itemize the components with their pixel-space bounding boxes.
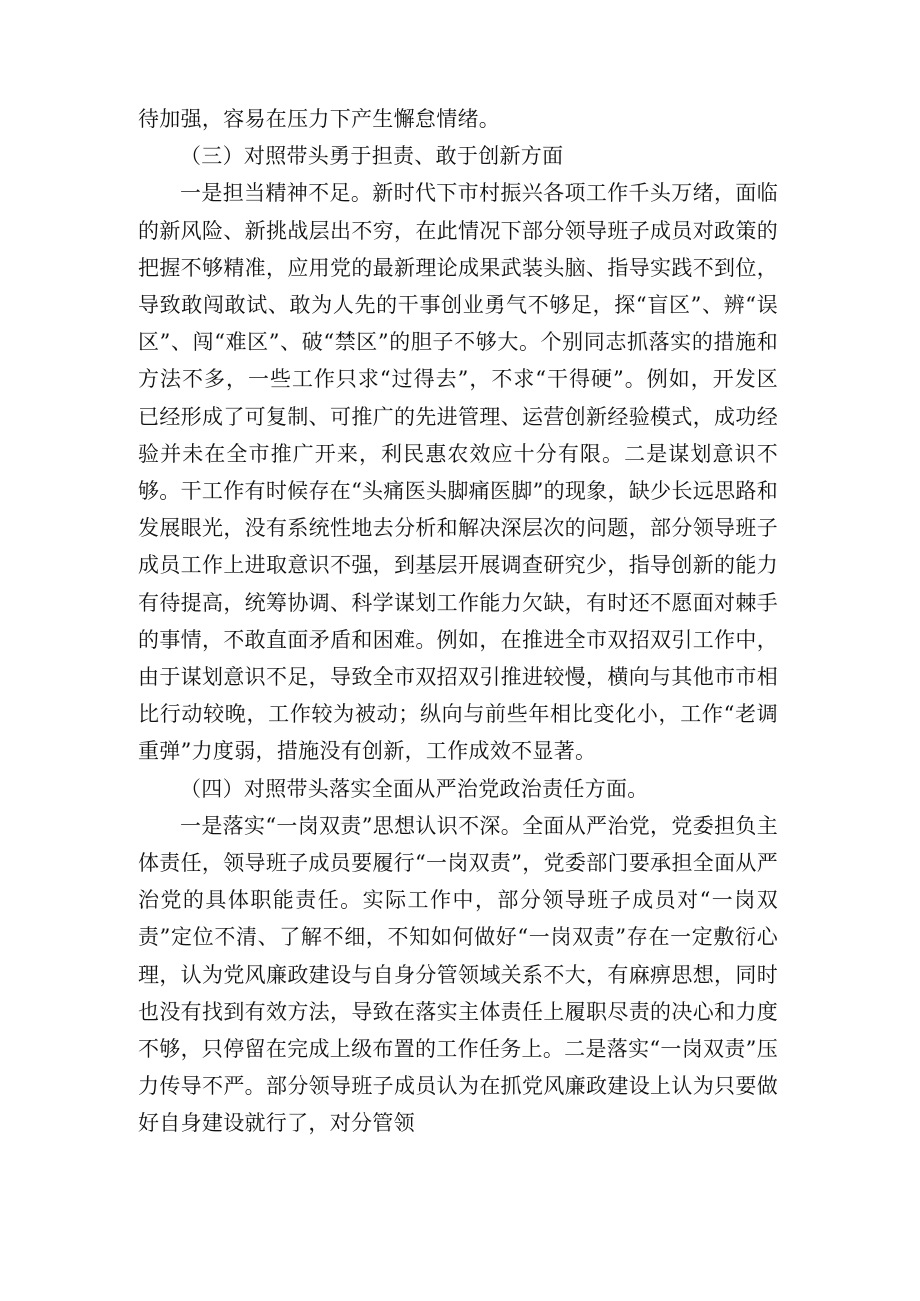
paragraph-continuation: 待加强，容易在压力下产生懈怠情绪。 xyxy=(138,107,501,131)
section-heading-3: （三）对照带头勇于担责、敢于创新方面 xyxy=(180,144,564,169)
section-heading-4: （四）对照带头落实全面从严治党政治责任方面。 xyxy=(180,776,649,801)
paragraph-body: 一是落实“一岗双责”思想认识不深。全面从严治党，党委担负主体责任，领导班子成员要履行“一岗双责”，党委部门要承担全面从严治党的具体职能责任。实际工作中，部分领导班子成员对“一岗双责”定位不清、了解不细，不知如何做好“一岗双责”存在一定敷衍心理，认为党风廉政建设与自身分管领域关系不大，有麻痹思想，同时也没有找到有效方法，导致在落实主体责任上履职尽责的决心和力度不够，只停留在完成上级布置的工作任务上。二是落实“一岗双责”压力传导不严。部分领导班子成员认为在抓党风廉政建设上认为只要做好自身建设就行了，对分管领 xyxy=(138,813,778,1136)
paragraph-body: 一是担当精神不足。新时代下市村振兴各项工作千头万绪，面临的新风险、新挑战层出不穷，在此情况下部分领导班子成员对政策的把握不够精准，应用党的最新理论成果武装头脑、指导实践不到位，导致敢闯敢试、敢为人先的干事创业勇气不够足，探“盲区”、辨“误区”、闯“难区”、破“禁区”的胆子不够大。个别同志抓落实的措施和方法不多，一些工作只求“过得去”，不求“干得硬”。例如，开发区已经形成了可复制、可推广的先进管理、运营创新经验模式，成功经验并未在全市推广开来，利民惠农效应十分有限。二是谋划意识不够。干工作有时候存在“头痛医头脚痛医脚”的现象，缺少长远思路和发展眼光，没有系统性地去分析和解决深层次的问题，部分领导班子成员工作上进取意识不强，到基层开展调查研究少，指导创新的能力有待提高，统筹协调、科学谋划工作能力欠缺，有时还不愿面对棘手的事情，不敢直面矛盾和困难。例如，在推进全市双招双引工作中，由于谋划意识不足，导致全市双招双引推进较慢，横向与其他市市相比行动较晚，工作较为被动；纵向与前些年相比变化小，工作“老调重弹”力度弱，措施没有创新，工作成效不显著。 xyxy=(138,181,778,764)
document-body xyxy=(138,101,778,1143)
